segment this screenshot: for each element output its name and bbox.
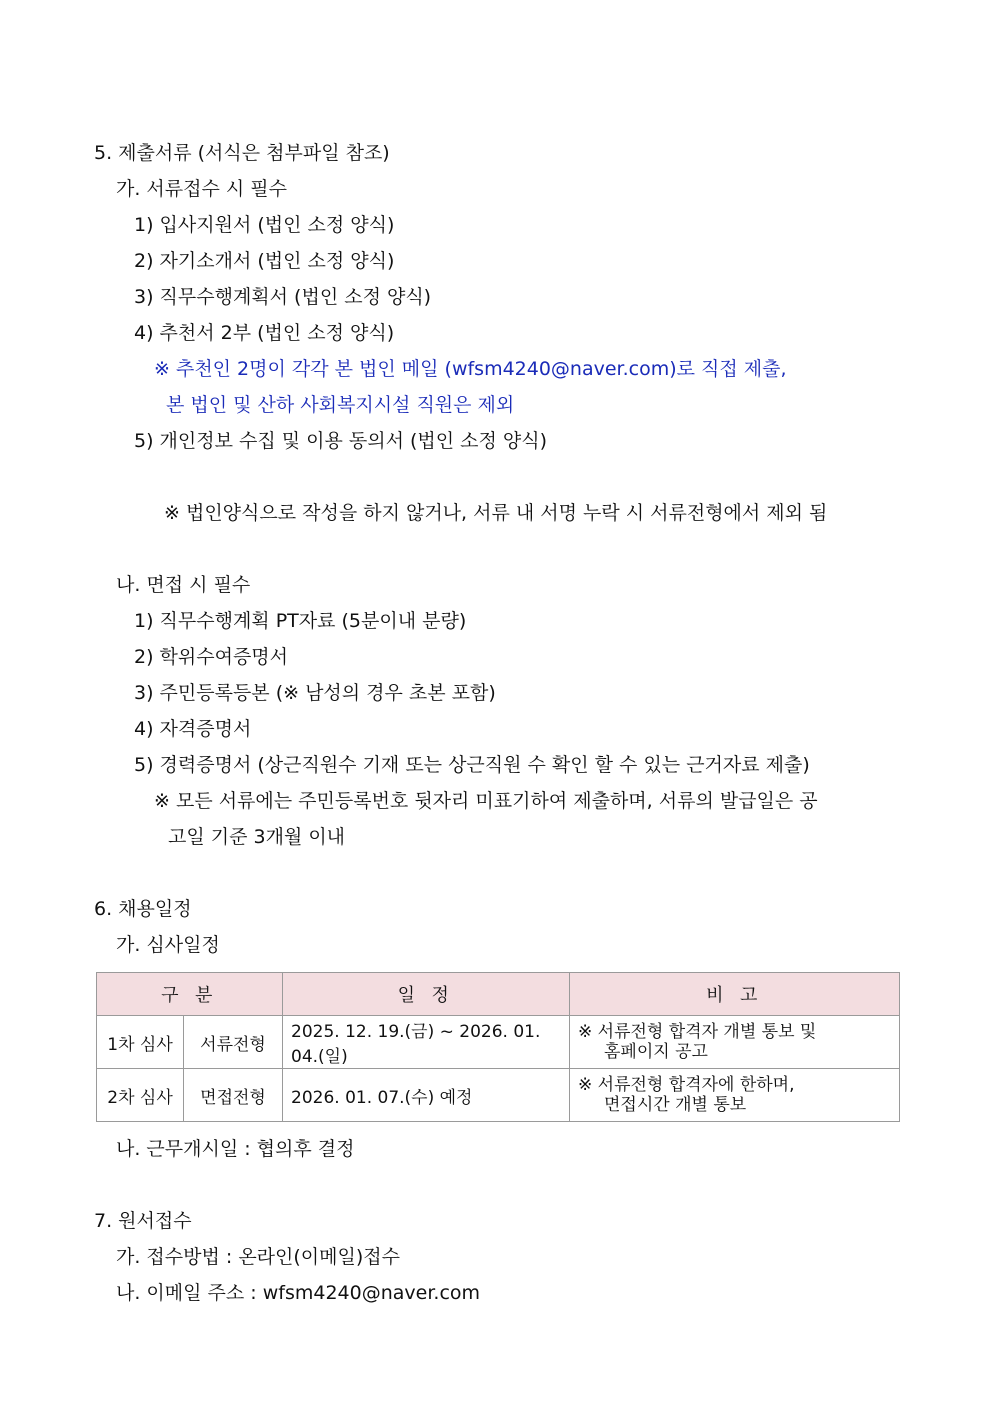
section-7-na: 나. 이메일 주소 : wfsm4240@naver.com: [116, 1282, 481, 1304]
list-item: 1) 직무수행계획 PT자료 (5분이내 분량): [134, 610, 467, 632]
remarks-line2: 홈페이지 공고: [604, 1042, 708, 1062]
list-item: 2) 학위수여증명서: [134, 646, 289, 668]
remarks-line1: ※ 서류전형 합격자 개별 통보 및: [578, 1022, 817, 1042]
date-cell: 2026. 01. 07.(수) 예정: [283, 1069, 570, 1122]
list-item: 4) 추천서 2부 (법인 소정 양식): [134, 322, 395, 344]
section-6-na: 나. 근무개시일 : 협의후 결정: [116, 1138, 355, 1160]
table-row: [97, 1069, 900, 1122]
section-7-ga: 가. 접수방법 : 온라인(이메일)접수: [116, 1246, 400, 1268]
list-item: 5) 경력증명서 (상근직원수 기재 또는 상근직원 수 확인 할 수 있는 근거자료 제출): [134, 754, 810, 776]
recommendation-note-line2: 본 법인 및 산하 사회복지시설 직원은 제외: [166, 394, 515, 416]
stage-cell: 2차 심사: [97, 1069, 184, 1122]
section-5-ga: 가. 서류접수 시 필수: [116, 178, 287, 200]
remarks-cell: [570, 1069, 900, 1122]
section-7-title: 7. 원서접수: [94, 1210, 192, 1232]
schedule-table: [96, 972, 900, 1122]
remarks-cell: [570, 1016, 900, 1069]
remarks-line1: ※ 서류전형 합격자에 한하며,: [578, 1075, 795, 1095]
date-cell: 2025. 12. 19.(금) ~ 2026. 01. 04.(일): [283, 1016, 570, 1069]
list-item: 1) 입사지원서 (법인 소정 양식): [134, 214, 395, 236]
list-item: 3) 직무수행계획서 (법인 소정 양식): [134, 286, 432, 308]
header-category: 구 분: [97, 973, 283, 1016]
header-remarks: 비 고: [570, 973, 900, 1016]
list-item: 4) 자격증명서: [134, 718, 252, 740]
section-6-title: 6. 채용일정: [94, 898, 192, 920]
type-cell: 면접전형: [184, 1069, 283, 1122]
documents-note-line1: ※ 모든 서류에는 주민등록번호 뒷자리 미표기하여 제출하며, 서류의 발급일은 공: [154, 790, 818, 812]
section-5-title: 5. 제출서류 (서식은 첨부파일 참조): [94, 142, 390, 164]
recommendation-note-line1: ※ 추천인 2명이 각각 본 법인 메일 (wfsm4240@naver.com)로 직접 제출,: [154, 358, 787, 380]
stage-cell: 1차 심사: [97, 1016, 184, 1069]
list-item: 2) 자기소개서 (법인 소정 양식): [134, 250, 395, 272]
table-header-row: [97, 973, 900, 1016]
form-warning-note: ※ 법인양식으로 작성을 하지 않거나, 서류 내 서명 누락 시 서류전형에서 제외 됨: [164, 502, 828, 524]
list-item: 3) 주민등록등본 (※ 남성의 경우 초본 포함): [134, 682, 496, 704]
section-6-ga: 가. 심사일정: [116, 934, 220, 956]
remarks-line2: 면접시간 개별 통보: [604, 1095, 747, 1115]
header-schedule: 일 정: [283, 973, 570, 1016]
table-row: [97, 1016, 900, 1069]
documents-note-line2: 고일 기준 3개월 이내: [168, 826, 346, 848]
section-5-na: 나. 면접 시 필수: [116, 574, 251, 596]
list-item: 5) 개인정보 수집 및 이용 동의서 (법인 소정 양식): [134, 430, 548, 452]
type-cell: 서류전형: [184, 1016, 283, 1069]
